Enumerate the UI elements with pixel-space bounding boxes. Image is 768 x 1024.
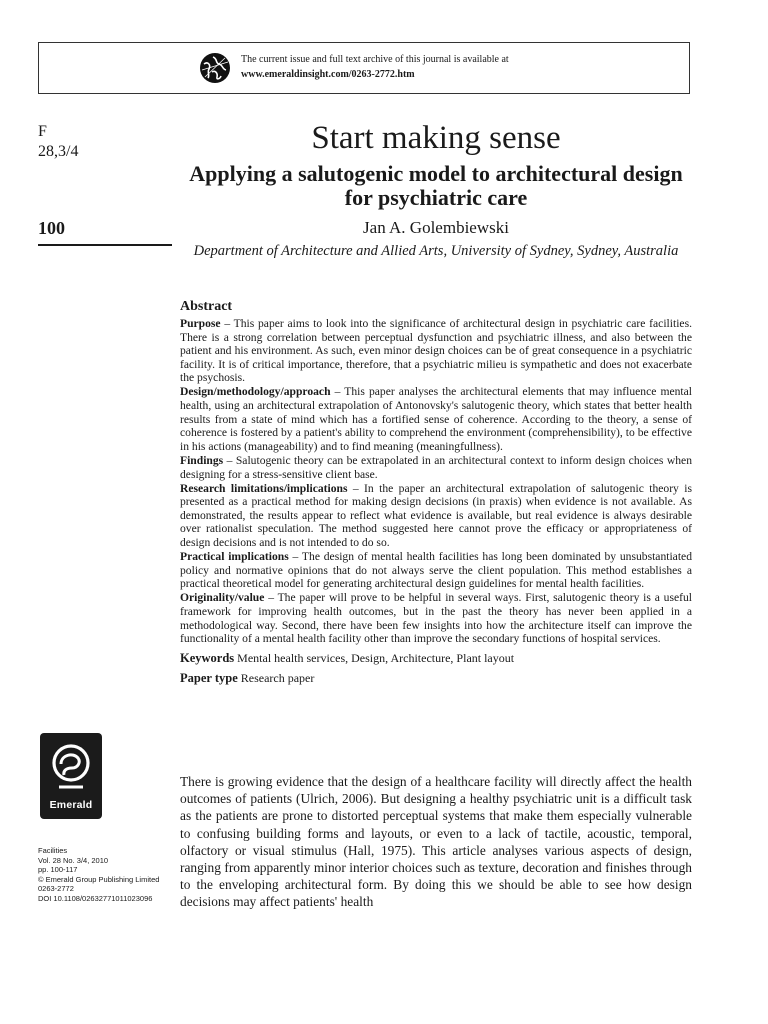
body-paragraph: There is growing evidence that the design of a healthcare facility will directly affect the health outcomes of patients (Ulrich, 2006). But designing a healthy psychiatric unit is a difficult task as the patients are prone to distorted perceptual systems that make them especially vulnerable to confusing building forms and layouts, or even to a lack of tactile, acoustic, temporal, olfactory or visual stimulus (Hall, 1975). This article analyses various aspects of design, ranging from apparently minor interior choices such as texture, decoration and finishes through to the enveloping architectural form. By doing this we should be able to see how design decisions may affect patients' health	[180, 774, 692, 910]
author-name: Jan A. Golembiewski	[363, 218, 509, 237]
emerald-logo-text: Emerald	[49, 799, 93, 811]
journal-url-link[interactable]: www.emeraldinsight.com/0263-2772.htm	[241, 69, 415, 80]
abstract-findings	[180, 454, 692, 481]
abstract-limitations	[180, 482, 692, 550]
emerald-logo-icon	[40, 733, 102, 819]
article-subtitle: Applying a salutogenic model to architectural design for psychiatric care	[189, 161, 683, 210]
pubinfo-volume: Vol. 28 No. 3/4, 2010	[38, 855, 109, 865]
keywords-list: Mental health services, Design, Architecture, Plant layout	[234, 650, 515, 665]
keywords	[180, 651, 692, 666]
section-text: – The paper will prove to be helpful in several ways. First, salutogenic theory is a useful framework for improving health outcomes, but in the past the theory has never been applied in a methodological way. Second, there have been few insights into how the architecture itself can improve the functionality of a mental health facility other than improve the secondary functions of hospital services.	[180, 591, 692, 646]
pubinfo-copyright: © Emerald Group Publishing Limited	[38, 874, 160, 884]
journal-access-banner	[38, 42, 690, 94]
abstract-design	[180, 385, 692, 453]
author-affiliation: Department of Architecture and Allied Arts, University of Sydney, Sydney, Australia	[193, 243, 679, 259]
banner-availability-text: The current issue and full text archive of this journal is available at	[241, 54, 509, 65]
volume-issue: 28,3/4	[38, 143, 79, 160]
margin-divider	[38, 244, 172, 246]
journal-letter: F	[38, 123, 47, 140]
globe-icon	[199, 52, 231, 84]
pubinfo-pages: pp. 100-117	[38, 865, 78, 874]
section-label: Purpose	[180, 317, 221, 330]
abstract-practical	[180, 550, 692, 591]
section-text: – The design of mental health facilities has long been dominated by unsubstantiated policy and normative opinions that do not always serve the client population. This method establishes a practical theoretical model for generating architectural design guidelines for mental health facilities.	[180, 550, 692, 591]
section-text: – In the paper an architectural extrapolation of salutogenic theory is presented as a practical method for making design decisions (in praxis) when evidence is not available. As demonstrated, the results appear to reflect what evidence is available, but real evidence is always desirable over rationalist speculation. The method suggested here cannot prove the efficacy or appropriateness of design decisions and is not intended to do so.	[180, 481, 692, 549]
section-label: Findings	[180, 453, 224, 467]
pubinfo-issn: 0263-2772	[38, 884, 74, 893]
paper-type-label: Paper type	[180, 670, 238, 685]
section-label: Originality/value	[180, 591, 265, 605]
keywords-label: Keywords	[180, 650, 235, 665]
abstract	[180, 298, 692, 686]
paper-type	[180, 671, 692, 686]
section-text: – This paper aims to look into the significance of architectural design in psychiatric care facilities. There is a strong correlation between perceptual dysfunction and psychiatric illness, and also between the patient and his environment. As such, even minor design choices can be of great consequence in a psychiatric facility. It is of critical importance, therefore, that a psychiatric milieu is sympathetic and does not exacerbate the psychosis.	[180, 317, 692, 385]
page-number: 100	[38, 218, 65, 238]
article-title: Start making sense	[311, 120, 561, 156]
section-text: – This paper analyses the architectural elements that may influence mental health, using an architectural extrapolation of Antonovsky's salutogenic theory, which states that better health results from a state of mind which has a fortified sense of coherence. According to the theory, a sense of coherence is fostered by a patient's ability to comprehend the environment (comprehensibility), to be effective in his actions (manageability) and to find meaning (meaningfullness).	[180, 385, 692, 453]
journal-volume-block	[38, 122, 78, 162]
section-label: Practical implications	[180, 550, 289, 564]
section-label: Design/methodology/approach	[180, 385, 331, 399]
pubinfo-journal: Facilities	[38, 846, 68, 855]
abstract-heading: Abstract	[180, 299, 233, 314]
paper-type-value: Research paper	[237, 670, 315, 685]
section-label: Research limitations/implications	[180, 481, 348, 495]
banner-text	[241, 52, 509, 82]
abstract-purpose	[180, 317, 692, 385]
abstract-originality	[180, 591, 692, 645]
publication-info	[38, 846, 159, 903]
section-text: – Salutogenic theory can be extrapolated in an architectural context to inform design choices when designing for a stress-sensitive client base.	[180, 453, 692, 481]
pubinfo-doi: DOI 10.1108/02632771011023096	[38, 893, 153, 903]
